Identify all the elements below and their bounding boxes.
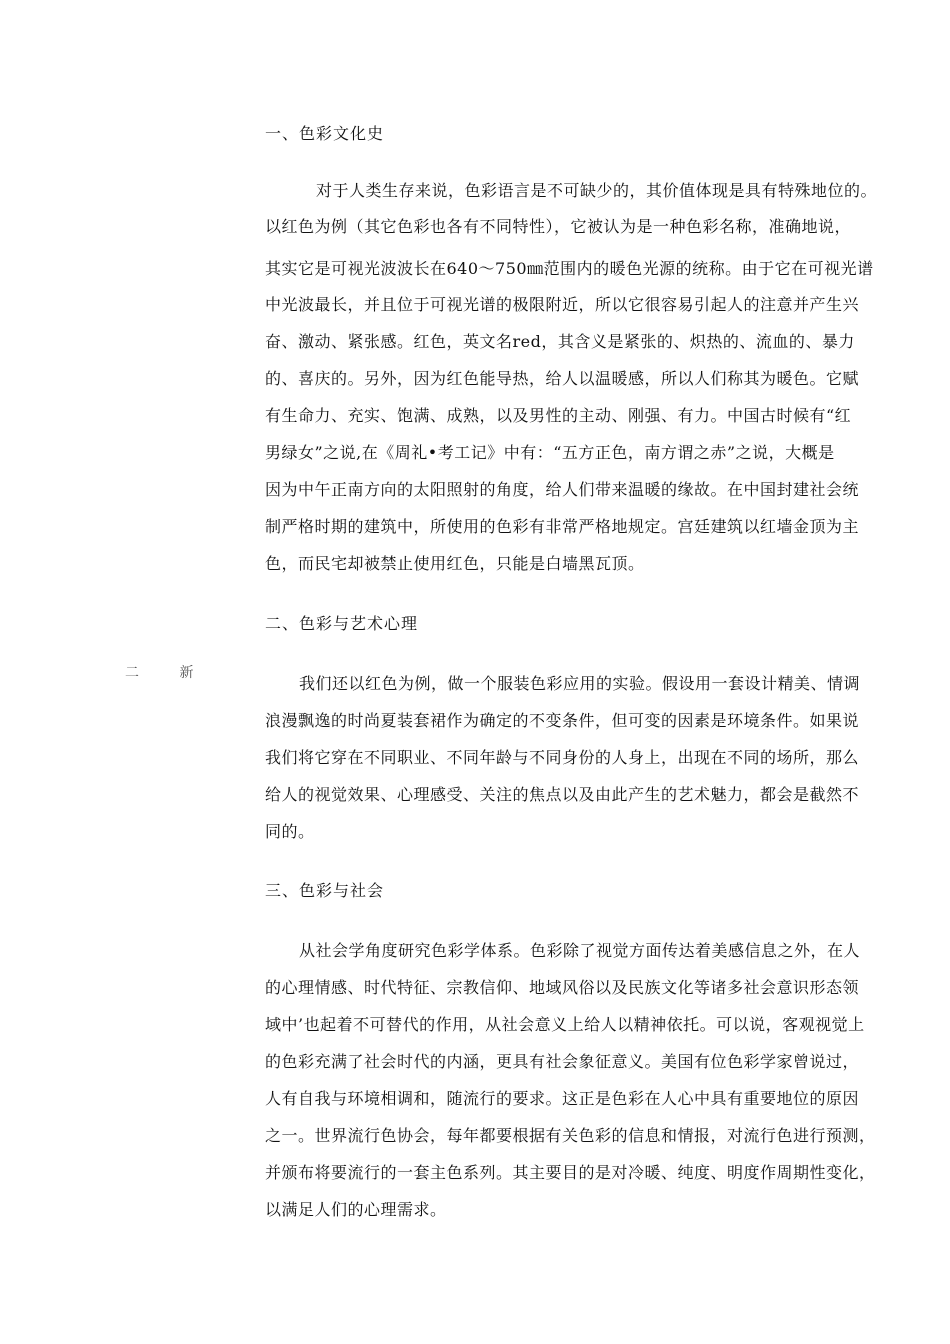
paragraph-line: 以红色为例（其它色彩也各有不同特性），它被认为是一种色彩名称，准确地说， <box>265 217 852 236</box>
paragraph-line: 域中’也起着不可替代的作用，从社会意义上给人以精神依托。可以说，客观视觉上 <box>265 1015 865 1034</box>
paragraph-line: 男绿女”之说,在《周礼•考工记》中有：“五方正色，南方谓之赤”之说，大概是 <box>265 443 835 462</box>
paragraph-line: 我们还以红色为例，做一个服装色彩应用的实验。假设用一套设计精美、情调 <box>299 674 861 693</box>
paragraph-line: 中光波最长，并且位于可视光谱的极限附近，所以它很容易引起人的注意并产生兴 <box>265 295 860 314</box>
paragraph-line: 浪漫飘逸的时尚夏装套裙作为确定的不变条件，但可变的因素是环境条件。如果说 <box>265 711 860 730</box>
paragraph-line: 其实它是可视光波波长在640～750㎜范围内的暖色光源的统称。由于它在可视光谱 <box>265 259 874 278</box>
paragraph-line: 给人的视觉效果、心理感受、关注的焦点以及由此产生的艺术魅力，都会是截然不 <box>265 785 860 804</box>
section-heading-color-and-art-psychology: 二、色彩与艺术心理 <box>265 614 419 633</box>
paragraph-line: 奋、激动、紧张感。红色，英文名red，其含义是紧张的、炽热的、流血的、暴力 <box>265 332 855 351</box>
paragraph-line: 的心理情感、时代特征、宗教信仰、地域风俗以及民族文化等诸多社会意识形态领 <box>265 978 860 997</box>
paragraph-line: 对于人类生存来说，色彩语言是不可缺少的，其价值体现是具有特殊地位的。 <box>316 181 878 200</box>
section-heading-color-and-society: 三、色彩与社会 <box>265 881 385 900</box>
paragraph-line: 的色彩充满了社会时代的内涵，更具有社会象征意义。美国有位色彩学家曾说过， <box>265 1052 860 1071</box>
paragraph-line: 人有自我与环境相调和，随流行的要求。这正是色彩在人心中具有重要地位的原因 <box>265 1089 860 1108</box>
paragraph-line: 我们将它穿在不同职业、不同年龄与不同身份的人身上，出现在不同的场所，那么 <box>265 748 860 767</box>
paragraph-line: 色，而民宅却被禁止使用红色，只能是白墙黑瓦顶。 <box>265 554 645 573</box>
paragraph-line: 并颁布将要流行的一套主色系列。其主要目的是对冷暖、纯度、明度作周期性变化， <box>265 1163 876 1182</box>
paragraph-line: 制严格时期的建筑中，所使用的色彩有非常严格地规定。宫廷建筑以红墙金顶为主 <box>265 517 860 536</box>
paragraph-line: 有生命力、充实、饱满、成熟，以及男性的主动、刚强、有力。中国古时候有“红 <box>265 406 852 425</box>
paragraph-line: 之一。世界流行色协会，每年都要根据有关色彩的信息和情报，对流行色进行预测， <box>265 1126 876 1145</box>
paragraph-line: 因为中午正南方向的太阳照射的角度，给人们带来温暖的缘故。在中国封建社会统 <box>265 480 860 499</box>
paragraph-line: 的、喜庆的。另外，因为红色能导热，给人以温暖感，所以人们称其为暖色。它赋 <box>265 369 860 388</box>
paragraph-line: 从社会学角度研究色彩学体系。色彩除了视觉方面传达着美感信息之外，在人 <box>299 941 861 960</box>
section-heading-color-culture-history: 一、色彩文化史 <box>265 124 385 143</box>
margin-note: 二 新 <box>125 665 212 681</box>
paragraph-line: 同的。 <box>265 822 315 841</box>
paragraph-line: 以满足人们的心理需求。 <box>265 1200 447 1219</box>
